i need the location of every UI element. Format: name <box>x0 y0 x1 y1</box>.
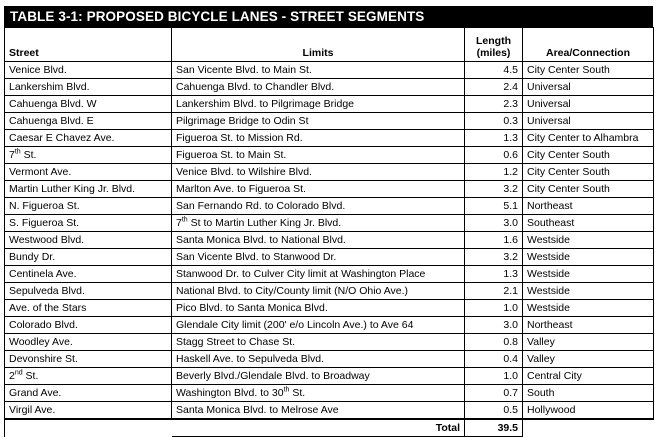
limits-cell-text: Figueroa St. to Main St. <box>176 148 287 161</box>
area-cell-text: South <box>527 386 555 399</box>
area-cell <box>523 181 654 198</box>
length-cell <box>465 215 523 232</box>
street-cell-superscript: nd <box>14 369 23 376</box>
length-cell-text: 3.0 <box>503 318 518 331</box>
length-cell <box>465 249 523 266</box>
street-cell <box>5 215 172 232</box>
length-cell <box>465 96 523 113</box>
area-cell-text: Universal <box>527 114 571 127</box>
table-row <box>5 130 654 147</box>
street-cell <box>5 130 172 147</box>
street-cell <box>5 164 172 181</box>
area-cell <box>523 130 654 147</box>
length-cell <box>465 385 523 402</box>
street-cell <box>5 385 172 402</box>
limits-cell <box>172 368 465 385</box>
table-row <box>5 62 654 79</box>
length-cell <box>465 368 523 385</box>
limits-cell <box>172 402 465 419</box>
limits-cell <box>172 215 465 232</box>
limits-cell <box>172 164 465 181</box>
length-cell-text: 1.0 <box>503 369 518 382</box>
limits-cell-tail: St to Martin Luther King Jr. Blvd. <box>187 216 342 229</box>
street-header: Street <box>5 28 172 62</box>
area-cell <box>523 385 654 402</box>
street-cell <box>5 317 172 334</box>
street-cell <box>5 334 172 351</box>
length-cell <box>465 79 523 96</box>
total-label: Total <box>172 420 465 437</box>
length-cell <box>465 334 523 351</box>
street-cell-text: Lankershim Blvd. <box>9 80 90 93</box>
table-row <box>5 147 654 164</box>
area-cell <box>523 215 654 232</box>
length-cell-text: 2.4 <box>503 80 518 93</box>
limits-cell-superscript: th <box>283 386 290 393</box>
street-cell <box>5 402 172 419</box>
length-cell <box>465 300 523 317</box>
limits-cell <box>172 283 465 300</box>
table-row <box>5 368 654 385</box>
area-cell <box>523 96 654 113</box>
length-cell-text: 0.6 <box>503 148 518 161</box>
area-cell-text: Valley <box>527 335 555 348</box>
street-cell <box>5 300 172 317</box>
street-cell-text: Devonshire St. <box>9 352 78 365</box>
area-cell-text: City Center South <box>527 148 610 161</box>
area-cell <box>523 368 654 385</box>
area-cell-text: Hollywood <box>527 403 576 416</box>
area-cell-text: Valley <box>527 352 555 365</box>
street-cell <box>5 283 172 300</box>
street-cell-text: 2 <box>9 369 15 382</box>
table-row <box>5 266 654 283</box>
street-cell-text: Woodley Ave. <box>9 335 73 348</box>
limits-cell-text: Santa Monica Blvd. to Melrose Ave <box>176 403 339 416</box>
table-row <box>5 334 654 351</box>
bicycle-lanes-table-container <box>4 6 653 437</box>
limits-cell-text: Stagg Street to Chase St. <box>176 335 296 348</box>
area-cell <box>523 79 654 96</box>
street-cell <box>5 368 172 385</box>
limits-cell <box>172 113 465 130</box>
street-cell-text: S. Figueroa St. <box>9 216 80 229</box>
total-table <box>4 419 654 437</box>
area-cell-text: Universal <box>527 80 571 93</box>
street-cell-text: 7 <box>9 148 15 161</box>
area-cell <box>523 283 654 300</box>
length-cell <box>465 402 523 419</box>
length-cell-text: 1.0 <box>503 301 518 314</box>
table-title: TABLE 3-1: PROPOSED BICYCLE LANES - STREET SEGMENTS <box>4 6 653 27</box>
length-cell-text: 1.3 <box>503 131 518 144</box>
area-cell <box>523 266 654 283</box>
area-cell-text: City Center South <box>527 182 610 195</box>
length-header-line2: (miles) <box>476 47 511 59</box>
limits-cell <box>172 300 465 317</box>
street-cell-text: Bundy Dr. <box>9 250 56 263</box>
length-cell <box>465 351 523 368</box>
length-header-line1: Length <box>476 35 511 47</box>
table-row <box>5 79 654 96</box>
limits-cell-text: Lankershim Blvd. to Pilgrimage Bridge <box>176 97 354 110</box>
header-row <box>5 28 654 62</box>
limits-cell-text: San Vicente Blvd. to Main St. <box>176 63 312 76</box>
limits-cell-text: Stanwood Dr. to Culver City limit at Washington Place <box>176 267 426 280</box>
street-cell-text: Cahuenga Blvd. W <box>9 97 97 110</box>
area-cell-text: Westside <box>527 267 570 280</box>
length-cell-text: 4.5 <box>503 63 518 76</box>
street-cell-text: N. Figueroa St. <box>9 199 80 212</box>
length-cell-text: 0.7 <box>503 386 518 399</box>
area-cell <box>523 334 654 351</box>
length-cell <box>465 147 523 164</box>
area-header: Area/Connection <box>523 28 654 62</box>
table-row <box>5 317 654 334</box>
limits-cell <box>172 79 465 96</box>
bicycle-lanes-table <box>4 27 654 419</box>
length-cell-text: 2.3 <box>503 97 518 110</box>
table-row <box>5 402 654 419</box>
total-row <box>5 420 654 437</box>
area-cell <box>523 147 654 164</box>
limits-cell-text: 7 <box>176 216 182 229</box>
limits-cell <box>172 181 465 198</box>
total-end <box>523 420 654 437</box>
limits-cell <box>172 130 465 147</box>
area-cell <box>523 402 654 419</box>
street-cell-text: Centinela Ave. <box>9 267 77 280</box>
table-row <box>5 164 654 181</box>
length-cell <box>465 317 523 334</box>
length-cell-text: 2.1 <box>503 284 518 297</box>
table-row <box>5 351 654 368</box>
limits-cell-text: Santa Monica Blvd. to National Blvd. <box>176 233 346 246</box>
street-cell-text: Virgil Ave. <box>9 403 56 416</box>
area-cell <box>523 351 654 368</box>
length-cell-text: 1.6 <box>503 233 518 246</box>
table-row <box>5 232 654 249</box>
street-cell-text: Westwood Blvd. <box>9 233 85 246</box>
length-cell-text: 1.2 <box>503 165 518 178</box>
street-cell-text: Colorado Blvd. <box>9 318 78 331</box>
limits-cell <box>172 232 465 249</box>
length-cell <box>465 198 523 215</box>
total-spacer <box>5 420 172 437</box>
length-cell <box>465 266 523 283</box>
street-cell-text: Cahuenga Blvd. E <box>9 114 94 127</box>
length-cell <box>465 62 523 79</box>
limits-header: Limits <box>172 28 465 62</box>
limits-cell <box>172 62 465 79</box>
area-cell-text: Northeast <box>527 318 573 331</box>
area-cell-text: City Center South <box>527 63 610 76</box>
street-cell <box>5 266 172 283</box>
limits-cell-text: Figueroa St. to Mission Rd. <box>176 131 303 144</box>
area-cell-text: Westside <box>527 284 570 297</box>
limits-cell-text: Pico Blvd. to Santa Monica Blvd. <box>176 301 328 314</box>
street-cell-superscript: th <box>14 148 21 155</box>
limits-cell-text: San Vicente Blvd. to Stanwood Dr. <box>176 250 337 263</box>
length-cell-text: 3.2 <box>503 182 518 195</box>
length-cell-text: 3.2 <box>503 250 518 263</box>
length-cell <box>465 181 523 198</box>
table-row <box>5 215 654 232</box>
limits-cell-text: San Fernando Rd. to Colorado Blvd. <box>176 199 346 212</box>
street-cell <box>5 113 172 130</box>
street-cell-text: Grand Ave. <box>9 386 62 399</box>
length-cell-text: 1.3 <box>503 267 518 280</box>
street-cell-text: Martin Luther King Jr. Blvd. <box>9 182 136 195</box>
area-cell <box>523 113 654 130</box>
street-cell <box>5 249 172 266</box>
length-cell-text: 0.4 <box>503 352 518 365</box>
limits-cell-tail: St. <box>289 386 306 399</box>
area-cell <box>523 198 654 215</box>
length-cell <box>465 113 523 130</box>
area-cell-text: City Center to Alhambra <box>527 131 639 144</box>
limits-cell <box>172 249 465 266</box>
street-cell-text: Venice Blvd. <box>9 63 67 76</box>
area-cell <box>523 300 654 317</box>
street-cell-text: Vermont Ave. <box>9 165 72 178</box>
table-row <box>5 96 654 113</box>
limits-cell-text: Glendale City limit (200' e/o Lincoln Ave.) to Ave 64 <box>176 318 414 331</box>
street-cell <box>5 147 172 164</box>
limits-cell <box>172 266 465 283</box>
area-cell-text: City Center South <box>527 165 610 178</box>
length-cell-text: 5.1 <box>503 199 518 212</box>
table-row <box>5 300 654 317</box>
street-cell-tail: St. <box>20 148 37 161</box>
limits-cell <box>172 198 465 215</box>
street-cell <box>5 232 172 249</box>
table-row <box>5 385 654 402</box>
length-cell <box>465 232 523 249</box>
area-cell-text: Universal <box>527 97 571 110</box>
length-cell-text: 3.0 <box>503 216 518 229</box>
street-cell-tail: St. <box>22 369 39 382</box>
street-cell <box>5 181 172 198</box>
limits-cell-text: Beverly Blvd./Glendale Blvd. to Broadway <box>176 369 370 382</box>
table-row <box>5 249 654 266</box>
total-value: 39.5 <box>465 420 523 437</box>
limits-cell <box>172 351 465 368</box>
limits-cell-text: National Blvd. to City/County limit (N/O Ohio Ave.) <box>176 284 409 297</box>
table-row <box>5 181 654 198</box>
length-cell-text: 0.3 <box>503 114 518 127</box>
length-cell-text: 0.8 <box>503 335 518 348</box>
limits-cell-text: Washington Blvd. to 30 <box>176 386 284 399</box>
area-cell-text: Northeast <box>527 199 573 212</box>
street-cell <box>5 198 172 215</box>
table-row <box>5 283 654 300</box>
area-cell-text: Westside <box>527 233 570 246</box>
street-cell-text: Caesar E Chavez Ave. <box>9 131 115 144</box>
limits-cell <box>172 147 465 164</box>
area-cell-text: Southeast <box>527 216 575 229</box>
limits-cell-text: Pilgrimage Bridge to Odin St <box>176 114 309 127</box>
area-cell-text: Westside <box>527 301 570 314</box>
limits-cell-text: Haskell Ave. to Sepulveda Blvd. <box>176 352 325 365</box>
limits-cell <box>172 96 465 113</box>
street-cell-text: Sepulveda Blvd. <box>9 284 85 297</box>
street-cell-text: Ave. of the Stars <box>9 301 87 314</box>
area-cell <box>523 249 654 266</box>
area-cell <box>523 232 654 249</box>
table-body <box>5 62 654 419</box>
street-cell <box>5 62 172 79</box>
length-cell <box>465 283 523 300</box>
area-cell-text: Westside <box>527 250 570 263</box>
limits-cell-text: Cahuenga Blvd. to Chandler Blvd. <box>176 80 335 93</box>
limits-cell <box>172 317 465 334</box>
length-cell <box>465 130 523 147</box>
limits-cell-text: Marlton Ave. to Figueroa St. <box>176 182 306 195</box>
area-cell <box>523 62 654 79</box>
street-cell <box>5 79 172 96</box>
limits-cell-text: Venice Blvd. to Wilshire Blvd. <box>176 165 312 178</box>
length-cell-text: 0.5 <box>503 403 518 416</box>
limits-cell <box>172 334 465 351</box>
street-cell <box>5 96 172 113</box>
length-cell <box>465 164 523 181</box>
table-row <box>5 113 654 130</box>
area-cell <box>523 317 654 334</box>
table-row <box>5 198 654 215</box>
length-header <box>465 28 523 62</box>
street-cell <box>5 351 172 368</box>
limits-cell <box>172 385 465 402</box>
area-cell-text: Central City <box>527 369 582 382</box>
limits-cell-superscript: th <box>181 216 188 223</box>
area-cell <box>523 164 654 181</box>
